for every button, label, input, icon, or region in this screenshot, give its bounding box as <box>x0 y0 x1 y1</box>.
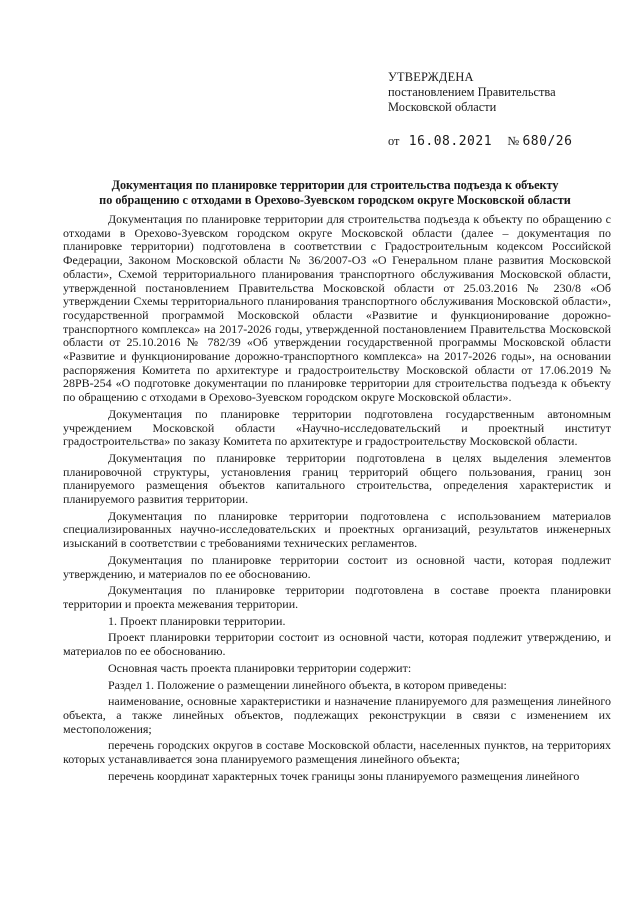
paragraph: Документация по планировке территории состоит из основной части, которая подлежит утверждению, и материалов по ее обоснованию. <box>63 552 611 581</box>
approval-date-line <box>388 134 572 149</box>
title-line-1: Документация по планировке территории для строительства подъезда к объекту <box>111 178 559 192</box>
document-title <box>70 178 600 207</box>
approval-block <box>388 70 556 115</box>
paragraph: Раздел 1. Положение о размещении линейного объекта, в котором приведены: <box>108 677 507 692</box>
approval-number: 680/26 <box>522 134 573 149</box>
approval-date: 16.08.2021 <box>408 134 493 149</box>
title-line-2: по обращению с отходами в Орехово-Зуевском городском округе Московской области <box>99 192 571 207</box>
paragraph: Документация по планировке территории для строительства подъезда к объекту по обращению с отходами в Орехово-Зуевском городском округе Московской области (далее – документация по планировке территории) подготовлена в соответствии с Градостроительным кодексом Российской Федерации, Законом Московской области № 36/2007-ОЗ «О Генеральном плане развития Московской области», Схемой территориального планирования транспортного обслуживания Московской области, утвержденной постановлением Правительства Московской области от 25.03.2016 № 230/8 «Об утверждении Схемы территориального планирования транспортного обслуживания Московской области», государственной программой Московской области «Развитие и функционирование дорожно-транспортного комплекса» на 2017-2026 годы, утвержденной постановлением Правительства Московской области от 25.10.2016 № 782/39 «Об утверждении государственной программы Московской области «Развитие и функционирование дорожно-транспортного комплекса» на 2017-2026 годы», на основании распоряжения Комитета по архитектуре и градостроительству Московской области от 17.06.2019 № 28РВ-254 «О подготовке документации по планировке территории для строительства подъезда к объекту по обращению с отходами в Орехово-Зуевском городском округе Московской области». <box>63 212 611 405</box>
paragraph: Проект планировки территории состоит из основной части, которая подлежит утверждению, и материалов по ее обоснованию. <box>63 630 611 659</box>
paragraph: наименование, основные характеристики и назначение планируемого для размещения линейного объекта, а также линейных объектов, подлежащих реконструкции в связи с изменением их местоположения; <box>63 694 611 736</box>
paragraph: перечень городских округов в составе Московской области, населенных пунктов, на территориях которых устанавливается зона планируемого размещения линейного объекта; <box>63 738 611 767</box>
paragraph: 1. Проект планировки территории. <box>108 613 286 628</box>
approval-line-1: постановлением Правительства <box>388 85 556 99</box>
paragraph: Документация по планировке территории подготовлена в целях выделения элементов планировочной структуры, установления границ территорий общего пользования, границ зон планируемого размещения объектов капитального строительства, определения характеристик и планируемого развития территории. <box>63 450 611 507</box>
from-label: от <box>388 134 400 148</box>
approval-line-2: Московской области <box>388 100 497 114</box>
number-label: № <box>507 134 520 148</box>
paragraph: перечень координат характерных точек границы зоны планируемого размещения линейного <box>108 768 580 783</box>
document-body <box>63 213 611 786</box>
paragraph: Документация по планировке территории подготовлена государственным автономным учреждением Московской области «Научно-исследовательский и проектный институт градостроительства» по заказу Комитета по архитектуре и градостроительству Московской области. <box>63 406 611 449</box>
approval-heading: УТВЕРЖДЕНА <box>388 70 474 84</box>
paragraph: Основная часть проекта планировки территории содержит: <box>108 660 412 675</box>
paragraph: Документация по планировке территории подготовлена в составе проекта планировки территории и проекта межевания территории. <box>63 583 611 611</box>
paragraph: Документация по планировке территории подготовлена с использованием материалов специализированных научно-исследовательских и проектных организаций, результатов инженерных изысканий в соответствии с требованиями технических регламентов. <box>63 508 611 551</box>
